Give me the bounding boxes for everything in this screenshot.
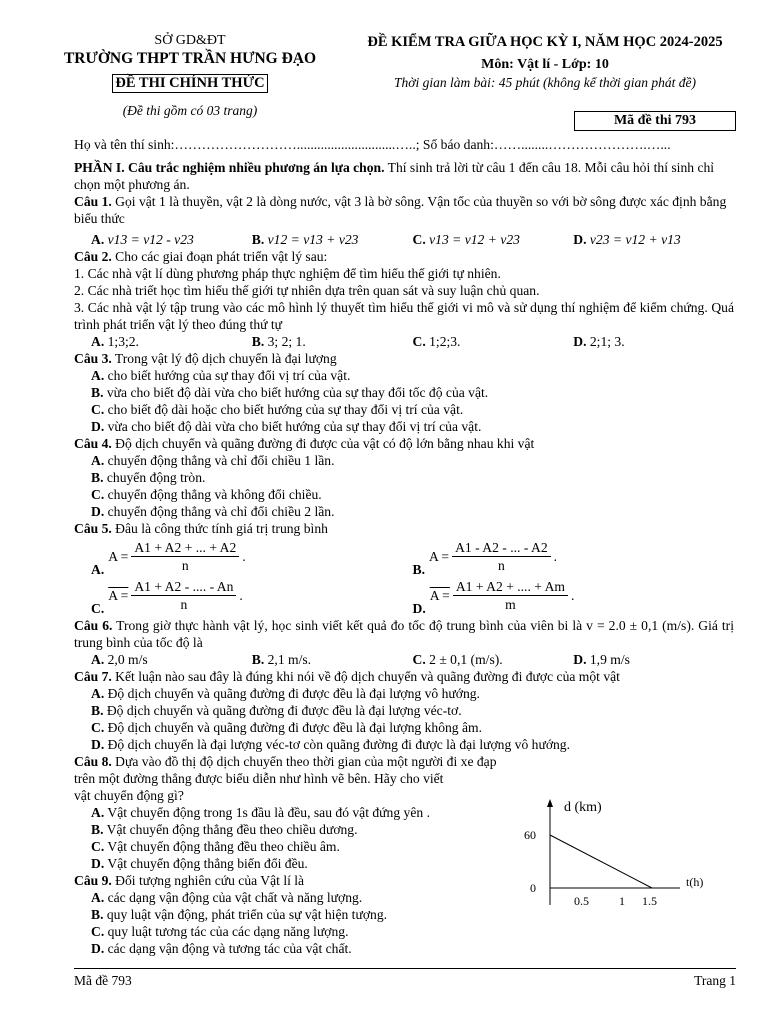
footer-exam-code: Mã đề 793 bbox=[74, 973, 132, 988]
q5-option-c[interactable]: C. A = $\frac{A1 + A2 - .... - An}{n}$ . bbox=[91, 579, 243, 616]
question-8: Câu 8. Dựa vào đồ thị độ dịch chuyển theo thời gian của một người đi xe đạp bbox=[74, 754, 497, 769]
graph-ytick-60: 60 bbox=[524, 828, 536, 842]
graph-origin: 0 bbox=[530, 881, 536, 895]
question-3: Câu 3. Trong vật lý độ dịch chuyển là đại lượng bbox=[74, 351, 337, 366]
q3-option-a[interactable]: A. cho biết hướng của sự thay đổi vị trí của vật. bbox=[91, 368, 351, 383]
q7-option-d[interactable]: D. Độ dịch chuyển là đại lượng véc-tơ còn quãng đường đi được là đại lượng vô hướng. bbox=[91, 737, 571, 752]
exam-title: ĐỀ KIỂM TRA GIỮA HỌC KỲ I, NĂM HỌC 2024-2025 bbox=[367, 34, 723, 50]
q3-option-c[interactable]: C. cho biết độ dài hoặc cho biết hướng của sự thay đổi vị trí của vật. bbox=[91, 402, 464, 417]
q1-option-c[interactable]: C. v13 = v12 + v23 bbox=[412, 232, 520, 247]
q2-item-1: 1. Các nhà vật lí dùng phương pháp thực nghiệm để tìm hiểu thế giới tự nhiên. bbox=[74, 266, 501, 281]
q1-option-b[interactable]: B. v12 = v13 + v23 bbox=[251, 232, 359, 247]
q5-option-b[interactable]: B. A = $\frac{A1 - A2 - ... - A2}{n}$ . bbox=[412, 540, 558, 577]
q3-option-b[interactable]: B. vừa cho biết độ dài vừa cho biết hướng của sự thay đổi tốc độ của vật. bbox=[91, 385, 489, 400]
q8-line-2: trên một đường thẳng được biểu diễn như hình vẽ bên. Hãy cho viết bbox=[74, 771, 444, 786]
q5-options-row1 bbox=[74, 539, 734, 578]
graph-ylabel: d (km) bbox=[564, 800, 602, 815]
q6-option-a[interactable]: A. 2,0 m/s bbox=[91, 652, 148, 667]
graph-xtick-1.5: 1.5 bbox=[642, 894, 657, 908]
question-9: Câu 9. Đối tượng nghiên cứu của Vật lí là bbox=[74, 873, 305, 888]
q8-option-a[interactable]: A. Vật chuyển động trong 1s đầu là đều, sau đó vật đứng yên . bbox=[91, 805, 430, 820]
q3-option-d[interactable]: D. vừa cho biết độ dài vừa cho biết hướng của sự thay đổi vị trí của vật. bbox=[91, 419, 482, 434]
question-1: Câu 1. Gọi vật 1 là thuyền, vật 2 là dòng nước, vật 3 là bờ sông. Vận tốc của thuyền so với bờ sông được xác định bằng biểu thức bbox=[74, 194, 727, 226]
q5-options-row2 bbox=[74, 578, 734, 617]
q2-option-b[interactable]: B. 3; 2; 1. bbox=[251, 334, 306, 349]
q7-option-b[interactable]: B. Độ dịch chuyển và quãng đường đi được đều là đại lượng véc-tơ. bbox=[91, 703, 462, 718]
q5-option-d[interactable]: D. A = $\frac{A1 + A2 + .... + Am}{m}$ . bbox=[412, 579, 575, 616]
q6-option-d[interactable]: D. 1,9 m/s bbox=[573, 652, 630, 667]
q4-option-b[interactable]: B. chuyển động tròn. bbox=[91, 470, 206, 485]
q1-option-a[interactable]: A. v13 = v12 - v23 bbox=[91, 232, 194, 247]
part1-heading: PHẦN I. Câu trắc nghiệm nhiều phương án lựa chọn. Thí sinh trả lời từ câu 1 đến câu 18. Mỗi câu hỏi thí sinh chỉ chọn một phương án. bbox=[74, 160, 715, 192]
q9-option-d[interactable]: D. các dạng vận động và tương tác của vật chất. bbox=[91, 941, 352, 956]
q7-option-a[interactable]: A. Độ dịch chuyển và quãng đường đi được đều là đại lượng vô hướng. bbox=[91, 686, 480, 701]
q6-options bbox=[74, 651, 734, 668]
graph-data-line bbox=[550, 835, 652, 888]
footer-divider bbox=[74, 968, 736, 969]
question-4: Câu 4. Độ dịch chuyển và quãng đường đi được của vật có độ lớn bằng nhau khi vật bbox=[74, 436, 535, 451]
subject: Môn: Vật lí - Lớp: 10 bbox=[481, 57, 609, 72]
q9-option-b[interactable]: B. quy luật vận động, phát triển của sự vật hiện tượng. bbox=[91, 907, 388, 922]
q9-option-a[interactable]: A. các dạng vận động của vật chất và năng lượng. bbox=[91, 890, 363, 905]
q1-options bbox=[74, 231, 734, 248]
q2-option-d[interactable]: D. 2;1; 3. bbox=[573, 334, 625, 349]
q2-item-2: 2. Các nhà triết học tìm hiểu thế giới tự nhiên dựa trên quan sát và suy luận chủ quan. bbox=[74, 283, 540, 298]
department: SỞ GD&ĐT bbox=[154, 33, 226, 48]
q5-formula-c: A = $\frac{A1 + A2 - .... - An}{n}$ . bbox=[108, 579, 243, 612]
q2-option-a[interactable]: A. 1;3;2. bbox=[91, 334, 139, 349]
q5-formula-d: A = $\frac{A1 + A2 + .... + Am}{m}$ . bbox=[429, 579, 575, 612]
graph-xtick-1: 1 bbox=[619, 894, 625, 908]
q4-option-d[interactable]: D. chuyển động thẳng và chỉ đổi chiều 2 lần. bbox=[91, 504, 335, 519]
time-limit: Thời gian làm bài: 45 phút (không kể thời gian phát đề) bbox=[393, 75, 696, 90]
q6-option-c[interactable]: C. 2 ± 0,1 (m/s). bbox=[412, 652, 503, 667]
question-6: Câu 6. Trong giờ thực hành vật lý, học sinh viết kết quả đo tốc độ trung bình của viên bi là v = 2.0 ± 0,1 (m/s). Giá trị trung bình của tốc độ là bbox=[74, 618, 734, 650]
q2-options bbox=[74, 333, 734, 350]
exam-code-box: Mã đề thi 793 bbox=[574, 111, 736, 131]
q5-formula-a: A = $\frac{A1 + A2 + ... + A2}{n}$ . bbox=[108, 540, 246, 573]
q2-item-3: 3. Các nhà vật lý tập trung vào các mô hình lý thuyết tìm hiểu thế giới vi mô và sử dụng thí nghiệm để kiểm chứng. Quá trình phát triển vật lý theo đúng thứ tự bbox=[74, 300, 734, 332]
q1-option-d[interactable]: D. v23 = v12 + v13 bbox=[573, 232, 681, 247]
header-right bbox=[340, 33, 750, 91]
graph-y-arrow bbox=[547, 799, 553, 807]
q4-option-c[interactable]: C. chuyển động thẳng và không đổi chiều. bbox=[91, 487, 322, 502]
q7-option-c[interactable]: C. Độ dịch chuyển và quãng đường đi được đều là đại lượng không âm. bbox=[91, 720, 482, 735]
question-2: Câu 2. Cho các giai đoạn phát triển vật lý sau: bbox=[74, 249, 328, 264]
official-label: ĐỀ THI CHÍNH THỨC bbox=[112, 74, 267, 93]
question-7: Câu 7. Kết luận nào sau đây là đúng khi nói về độ dịch chuyển và quãng đường đi được của một vật bbox=[74, 669, 620, 684]
q8-option-d[interactable]: D. Vật chuyển động thẳng biến đổi đều. bbox=[91, 856, 308, 871]
question-5: Câu 5. Đâu là công thức tính giá trị trung bình bbox=[74, 521, 328, 536]
q5-option-a[interactable]: A. A = $\frac{A1 + A2 + ... + A2}{n}$ . bbox=[91, 540, 246, 577]
q9-option-c[interactable]: C. quy luật tương tác của các dạng năng lượng. bbox=[91, 924, 349, 939]
page-count: (Đề thi gồm có 03 trang) bbox=[122, 103, 258, 118]
q5-formula-b: A = $\frac{A1 - A2 - ... - A2}{n}$ . bbox=[428, 540, 558, 573]
student-info-line: Họ và tên thí sinh:……………………….............................…..; Số báo danh:……........………………….…... bbox=[74, 137, 671, 152]
q8-option-c[interactable]: C. Vật chuyển động thẳng đều theo chiều âm. bbox=[91, 839, 340, 854]
q4-option-a[interactable]: A. chuyển động thẳng và chỉ đổi chiều 1 lần. bbox=[91, 453, 335, 468]
header-left bbox=[40, 32, 340, 119]
school-name: TRƯỜNG THPT TRẦN HƯNG ĐẠO bbox=[63, 50, 317, 67]
graph-xlabel: t(h) bbox=[686, 875, 704, 889]
q8-line-3: vật chuyển động gì? bbox=[74, 788, 184, 803]
q8-graph bbox=[520, 795, 730, 915]
q6-option-b[interactable]: B. 2,1 m/s. bbox=[251, 652, 312, 667]
q8-option-b[interactable]: B. Vật chuyển động thẳng đều theo chiều dương. bbox=[91, 822, 358, 837]
graph-xtick-0.5: 0.5 bbox=[574, 894, 589, 908]
q2-option-c[interactable]: C. 1;2;3. bbox=[412, 334, 461, 349]
footer-page-number: Trang 1 bbox=[694, 973, 736, 988]
